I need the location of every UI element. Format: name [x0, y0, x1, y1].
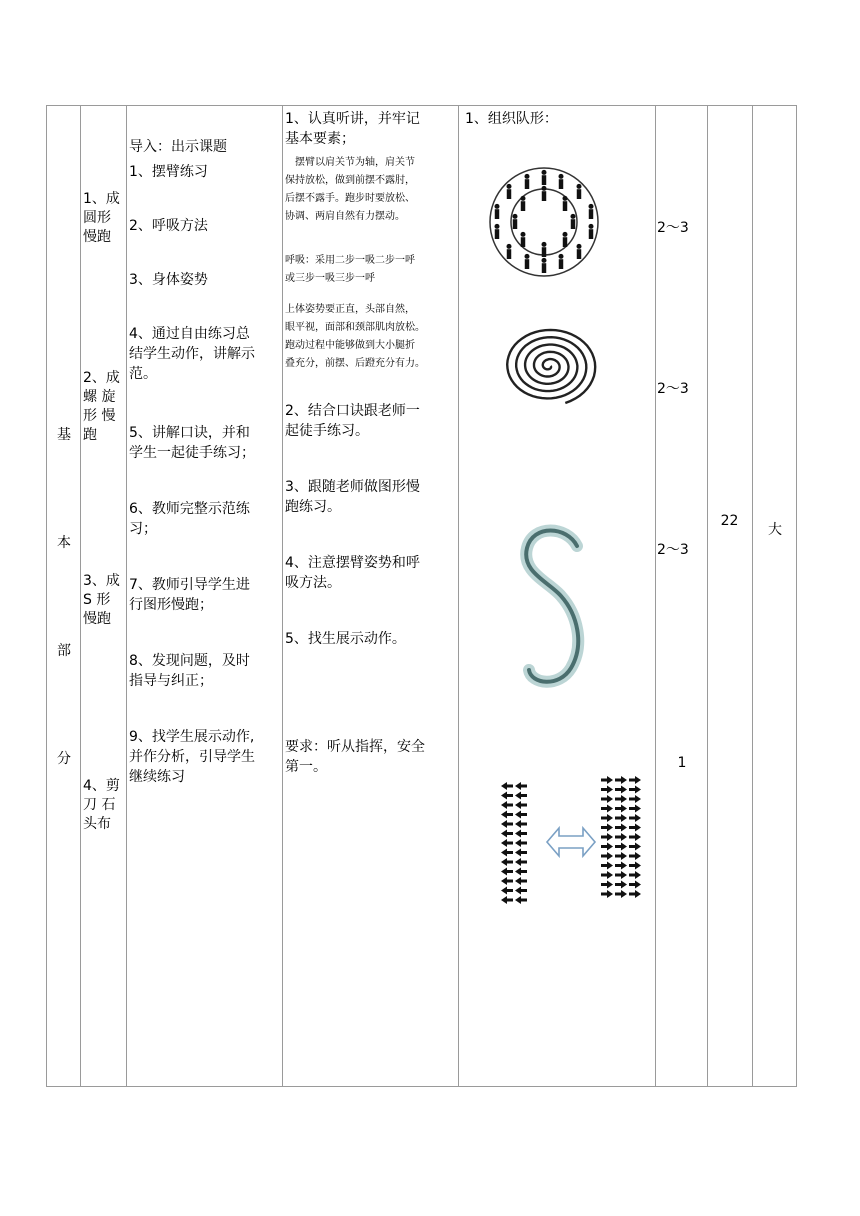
person-arrow-icon: [601, 862, 613, 870]
person-icon: [512, 214, 517, 219]
person-arrow-icon: [515, 849, 527, 857]
s-shape-formation-figure: [515, 522, 599, 690]
person-arrow-icon: [501, 782, 513, 790]
times-3: 2～3: [657, 542, 689, 558]
person-icon: [507, 249, 511, 259]
person-arrow-icon: [501, 896, 513, 904]
person-arrow-icon: [615, 786, 627, 794]
person-arrow-icon: [629, 824, 641, 832]
person-arrow-icon: [629, 871, 641, 879]
section-char: 基: [57, 427, 71, 443]
section-char: 部: [57, 643, 71, 659]
student-item-2: 2、结合口诀跟老师一 起徒手练习。: [285, 403, 420, 439]
person-arrow-icon: [515, 782, 527, 790]
circle-formation-figure: [487, 168, 601, 276]
student-note-posture: 上体姿势要正直，头部自然， 眼平视，面部和颈部肌肉放松。 跑动过程中能够做到大小腿折 叠充分，前摆、后蹬充分有力。: [285, 304, 425, 369]
person-arrow-icon: [601, 871, 613, 879]
person-icon: [577, 189, 581, 199]
teacher-item-3: 3、身体姿势: [129, 272, 208, 288]
activity-circle: 1、成 圆形 慢跑: [83, 191, 120, 245]
person-icon: [577, 249, 581, 259]
person-icon: [571, 219, 575, 229]
column-divider: [707, 106, 708, 1086]
person-icon: [541, 258, 546, 263]
person-icon: [559, 259, 563, 269]
person-arrow-icon: [615, 795, 627, 803]
person-icon: [542, 247, 546, 257]
activity-rock-paper-scissors: 4、剪 刀 石 头布: [83, 778, 120, 832]
person-arrow-icon: [615, 776, 627, 784]
person-arrow-icon: [615, 871, 627, 879]
teacher-item-6: 6、教师完整示范练 习；: [129, 501, 250, 537]
person-arrow-icon: [615, 843, 627, 851]
person-icon: [507, 189, 511, 199]
spiral-formation-figure: [491, 318, 611, 414]
person-arrow-icon: [601, 881, 613, 889]
person-icon: [588, 224, 593, 229]
person-icon: [524, 254, 529, 259]
person-arrow-icon: [615, 824, 627, 832]
person-icon: [558, 254, 563, 259]
teacher-item-5: 5、讲解口诀，并和 学生一起徒手练习；: [129, 425, 255, 461]
times-2: 2～3: [657, 381, 689, 397]
person-arrow-icon: [629, 833, 641, 841]
teacher-item-8: 8、发现问题，及时 指导与纠正；: [129, 653, 250, 689]
times-1: 2～3: [657, 220, 689, 236]
person-arrow-icon: [601, 890, 613, 898]
person-arrow-icon: [515, 811, 527, 819]
person-arrow-icon: [601, 814, 613, 822]
person-arrow-icon: [501, 792, 513, 800]
person-arrow-icon: [601, 833, 613, 841]
person-arrow-icon: [629, 795, 641, 803]
person-arrow-icon: [501, 820, 513, 828]
person-icon: [524, 174, 529, 179]
lesson-table: [46, 105, 797, 1087]
person-icon: [506, 244, 511, 249]
person-icon: [521, 237, 525, 247]
person-arrow-icon: [615, 852, 627, 860]
organization-title: 1、组织队形：: [465, 111, 558, 127]
column-divider: [655, 106, 656, 1086]
person-icon: [513, 219, 517, 229]
column-divider: [752, 106, 753, 1086]
person-icon: [495, 209, 499, 219]
person-icon: [525, 259, 529, 269]
person-icon: [589, 209, 593, 219]
person-arrow-icon: [601, 795, 613, 803]
person-arrow-icon: [501, 811, 513, 819]
person-icon: [520, 232, 525, 237]
person-arrow-icon: [601, 852, 613, 860]
person-arrow-icon: [629, 843, 641, 851]
person-arrow-icon: [501, 849, 513, 857]
person-arrow-icon: [501, 858, 513, 866]
person-icon: [541, 170, 546, 175]
person-arrow-icon: [615, 805, 627, 813]
person-icon: [542, 263, 546, 273]
person-icon: [541, 186, 546, 191]
person-arrow-icon: [501, 887, 513, 895]
person-arrow-icon: [515, 801, 527, 809]
student-item-5: 5、找生展示动作。: [285, 631, 406, 647]
person-icon: [520, 196, 525, 201]
person-icon: [563, 201, 567, 211]
person-icon: [570, 214, 575, 219]
person-icon: [562, 232, 567, 237]
student-note-breath: 呼吸：采用二步一吸二步一呼 或三步一吸三步一呼: [285, 255, 415, 284]
person-arrow-icon: [515, 820, 527, 828]
student-note-arm: 摆臂以肩关节为轴，肩关节 保持放松，做到前摆不露肘， 后摆不露手。跑步时要放松、 协调、两肩自然有力摆动。: [285, 157, 415, 222]
person-arrow-icon: [615, 881, 627, 889]
teacher-intro: 导入：出示课题: [129, 139, 227, 155]
person-arrow-icon: [515, 896, 527, 904]
person-arrow-icon: [501, 839, 513, 847]
times-4: 1: [677, 755, 687, 771]
person-icon: [521, 201, 525, 211]
activity-s-shape: 3、成 S 形 慢跑: [83, 573, 120, 627]
person-icon: [558, 174, 563, 179]
person-icon: [506, 184, 511, 189]
person-arrow-icon: [501, 830, 513, 838]
person-arrow-icon: [515, 868, 527, 876]
person-arrow-icon: [515, 858, 527, 866]
person-icon: [542, 191, 546, 201]
person-icon: [542, 175, 546, 185]
person-icon: [588, 204, 593, 209]
student-item-1: 1、认真听讲，并牢记 基本要素；: [285, 111, 420, 147]
student-item-3: 3、跟随老师做图形慢 跑练习。: [285, 479, 420, 515]
person-arrow-icon: [601, 786, 613, 794]
person-arrow-icon: [615, 814, 627, 822]
person-icon: [589, 229, 593, 239]
person-arrow-icon: [615, 890, 627, 898]
activity-spiral: 2、成 螺 旋 形 慢 跑: [83, 370, 120, 443]
person-icon: [559, 179, 563, 189]
section-char: 本: [57, 535, 71, 551]
person-arrow-icon: [629, 814, 641, 822]
teacher-item-2: 2、呼吸方法: [129, 218, 208, 234]
person-icon: [494, 204, 499, 209]
person-arrow-icon: [629, 862, 641, 870]
person-arrow-icon: [629, 786, 641, 794]
person-arrow-icon: [515, 839, 527, 847]
teacher-item-7: 7、教师引导学生进 行图形慢跑；: [129, 577, 250, 613]
person-arrow-icon: [515, 877, 527, 885]
student-item-4: 4、注意摆臂姿势和呼 吸方法。: [285, 555, 420, 591]
person-icon: [495, 229, 499, 239]
person-icon: [563, 237, 567, 247]
person-arrow-icon: [515, 830, 527, 838]
duration: 22: [720, 513, 739, 529]
person-arrow-icon: [501, 877, 513, 885]
teacher-item-1: 1、摆臂练习: [129, 164, 208, 180]
intensity: 大: [768, 522, 782, 538]
teacher-item-9: 9、找学生展示动作, 并作分析，引导学生 继续练习: [129, 729, 255, 785]
person-icon: [525, 179, 529, 189]
person-arrow-icon: [501, 868, 513, 876]
person-arrow-icon: [601, 776, 613, 784]
person-icon: [541, 242, 546, 247]
person-arrow-icon: [601, 843, 613, 851]
person-arrow-icon: [515, 887, 527, 895]
person-arrow-icon: [629, 890, 641, 898]
section-char: 分: [57, 751, 71, 767]
person-arrow-icon: [629, 805, 641, 813]
person-arrow-icon: [629, 776, 641, 784]
person-arrow-icon: [615, 833, 627, 841]
person-icon: [562, 196, 567, 201]
rock-paper-scissors-figure: [497, 776, 647, 916]
person-arrow-icon: [601, 805, 613, 813]
person-icon: [576, 184, 581, 189]
person-icon: [576, 244, 581, 249]
person-arrow-icon: [601, 824, 613, 832]
person-arrow-icon: [515, 792, 527, 800]
student-requirement: 要求：听从指挥，安全 第一。: [285, 739, 425, 775]
person-icon: [494, 224, 499, 229]
person-arrow-icon: [629, 881, 641, 889]
column-divider: [80, 106, 81, 1086]
person-arrow-icon: [501, 801, 513, 809]
teacher-item-4: 4、通过自由练习总 结学生动作，讲解示 范。: [129, 326, 255, 382]
person-arrow-icon: [615, 862, 627, 870]
person-arrow-icon: [629, 852, 641, 860]
